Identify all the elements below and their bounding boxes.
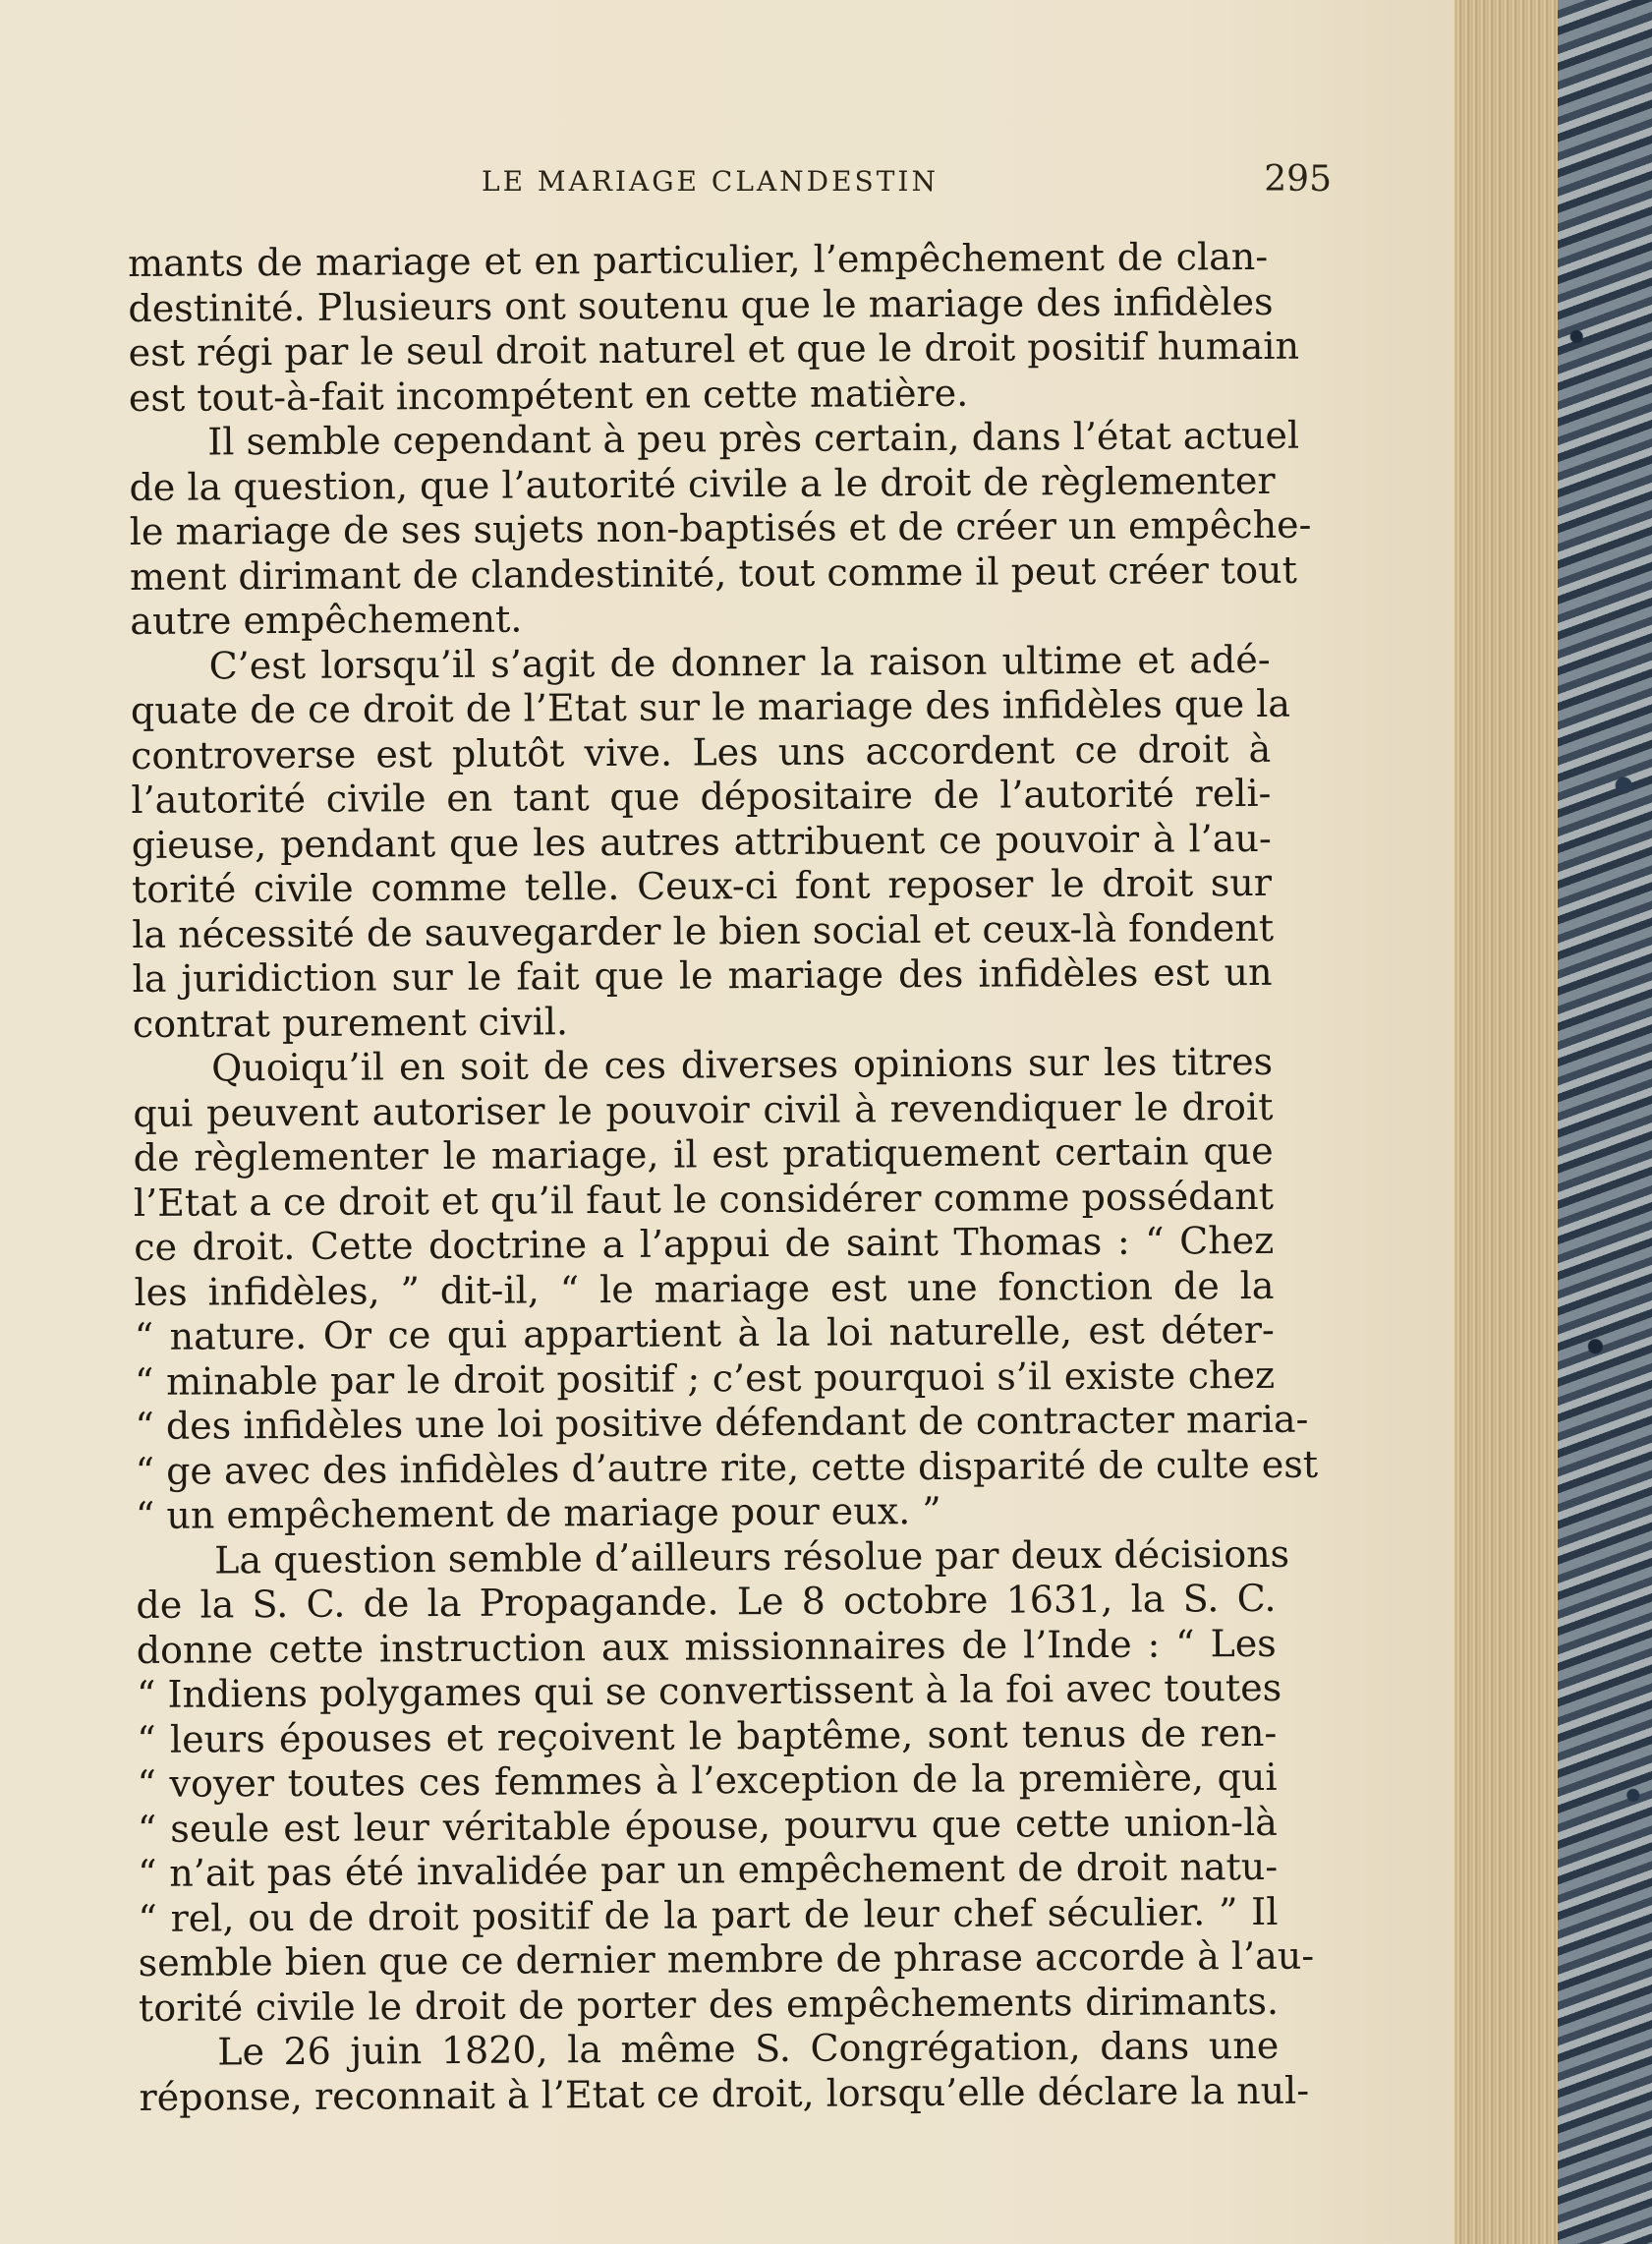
text-line: les infidèles, ” dit-il, “ le mariage est une fonction de la	[134, 1263, 1275, 1314]
page-number: 295	[1264, 159, 1332, 200]
text-line: “ des infidèles une loi positive défendant de contracter maria-	[135, 1397, 1309, 1448]
text-line: “ Indiens polygames qui se convertissent à la foi avec toutes	[136, 1665, 1282, 1716]
text-line: la juridiction sur le fait que le mariage des infidèles est un	[132, 949, 1273, 1001]
text-line: Le 26 juin 1820, la même S. Congrégation, dans une	[217, 2023, 1280, 2074]
text-line: ment dirimant de clandestinité, tout comme il peut créer tout	[129, 547, 1297, 599]
text-line: l’autorité civile en tant que dépositaire de l’autorité reli-	[131, 771, 1272, 822]
text-line: La question semble d’ailleurs résolue par deux décisions	[214, 1531, 1290, 1582]
text-line: “ rel, ou de droit positif de la part de leur chef séculier. ” Il	[138, 1889, 1279, 1940]
text-line: “ seule est leur véritable épouse, pourvu que cette union-là	[137, 1800, 1278, 1851]
text-line: est tout-à-fait incompétent en cette matière.	[128, 371, 969, 420]
text-line: “ minable par le droit positif ; c’est pourquoi s’il existe chez	[134, 1352, 1276, 1404]
text-line: contrat purement civil.	[132, 999, 569, 1046]
text-line: de règlementer le mariage, il est pratiquement certain que	[133, 1128, 1274, 1180]
text-line: torité civile comme telle. Ceux-ci font reposer le droit sur	[131, 860, 1273, 911]
text-line: qui peuvent autoriser le pouvoir civil à revendiquer le droit	[133, 1084, 1274, 1135]
page-header	[138, 159, 1332, 208]
text-line: “ n’ait pas été invalidée par un empêchement de droit natu-	[138, 1844, 1279, 1895]
text-line: la nécessité de sauvegarder le bien social et ceux-là fondent	[132, 905, 1275, 956]
text-line: donne cette instruction aux missionnaires de l’Inde : “ Les	[136, 1621, 1277, 1672]
text-line: le mariage de ses sujets non-baptisés et de créer un empêche-	[129, 502, 1312, 553]
text-line: semble bien que ce dernier membre de phrase accorde à l’au-	[138, 1933, 1315, 1985]
text-line: l’Etat a ce droit et qu’il faut le considérer comme possédant	[133, 1174, 1275, 1225]
text-line: controverse est plutôt vive. Les uns accordent ce droit à	[131, 726, 1272, 777]
text-line: de la question, que l’autorité civile a le droit de règlementer	[129, 458, 1276, 509]
text-line: “ un empêchement de mariage pour eux. ”	[135, 1488, 941, 1537]
text-line: “ voyer toutes ces femmes à l’exception de la première, qui	[137, 1755, 1278, 1806]
text-line: autre empêchement.	[130, 597, 523, 643]
text-line: Quoiqu’il en soit de ces diverses opinions sur les titres	[211, 1039, 1274, 1090]
text-line: est régi par le seul droit naturel et que le droit positif humain	[128, 323, 1300, 374]
body-text	[128, 234, 1319, 2120]
text-line: ce droit. Cette doctrine a l’appui de saint Thomas : “ Chez	[134, 1218, 1275, 1269]
text-line: de la S. C. de la Propagande. Le 8 octobre 1631, la S. C.	[136, 1576, 1277, 1627]
marbled-cover-edge	[1558, 0, 1652, 2244]
text-line: “ ge avec des infidèles d’autre rite, cette disparité de culte est	[135, 1442, 1319, 1493]
text-line: quate de ce droit de l’Etat sur le mariage des infidèles que la	[130, 681, 1291, 732]
running-title: LE MARIAGE CLANDESTIN	[482, 165, 939, 198]
page-fore-edge	[1454, 0, 1558, 2244]
text-line: mants de mariage et en particulier, l’empêchement de clan-	[128, 234, 1269, 285]
text-line: “ nature. Or ce qui appartient à la loi naturelle, est déter-	[134, 1307, 1275, 1358]
text-line: gieuse, pendant que les autres attribuent ce pouvoir à l’au-	[131, 816, 1272, 867]
text-line: C’est lorsqu’il s’agit de donner la raison ultime et adé-	[208, 637, 1271, 688]
text-line: réponse, reconnait à l’Etat ce droit, lorsqu’elle déclare la nul-	[139, 2068, 1310, 2119]
text-line: “ leurs épouses et reçoivent le baptême, sont tenus de ren-	[137, 1710, 1278, 1761]
text-line: torité civile le droit de porter des empêchements dirimants.	[138, 1979, 1280, 2030]
text-line: Il semble cependant à peu près certain, dans l’état actuel	[207, 413, 1300, 464]
text-line: destinité. Plusieurs ont soutenu que le mariage des infidèles	[128, 279, 1274, 330]
